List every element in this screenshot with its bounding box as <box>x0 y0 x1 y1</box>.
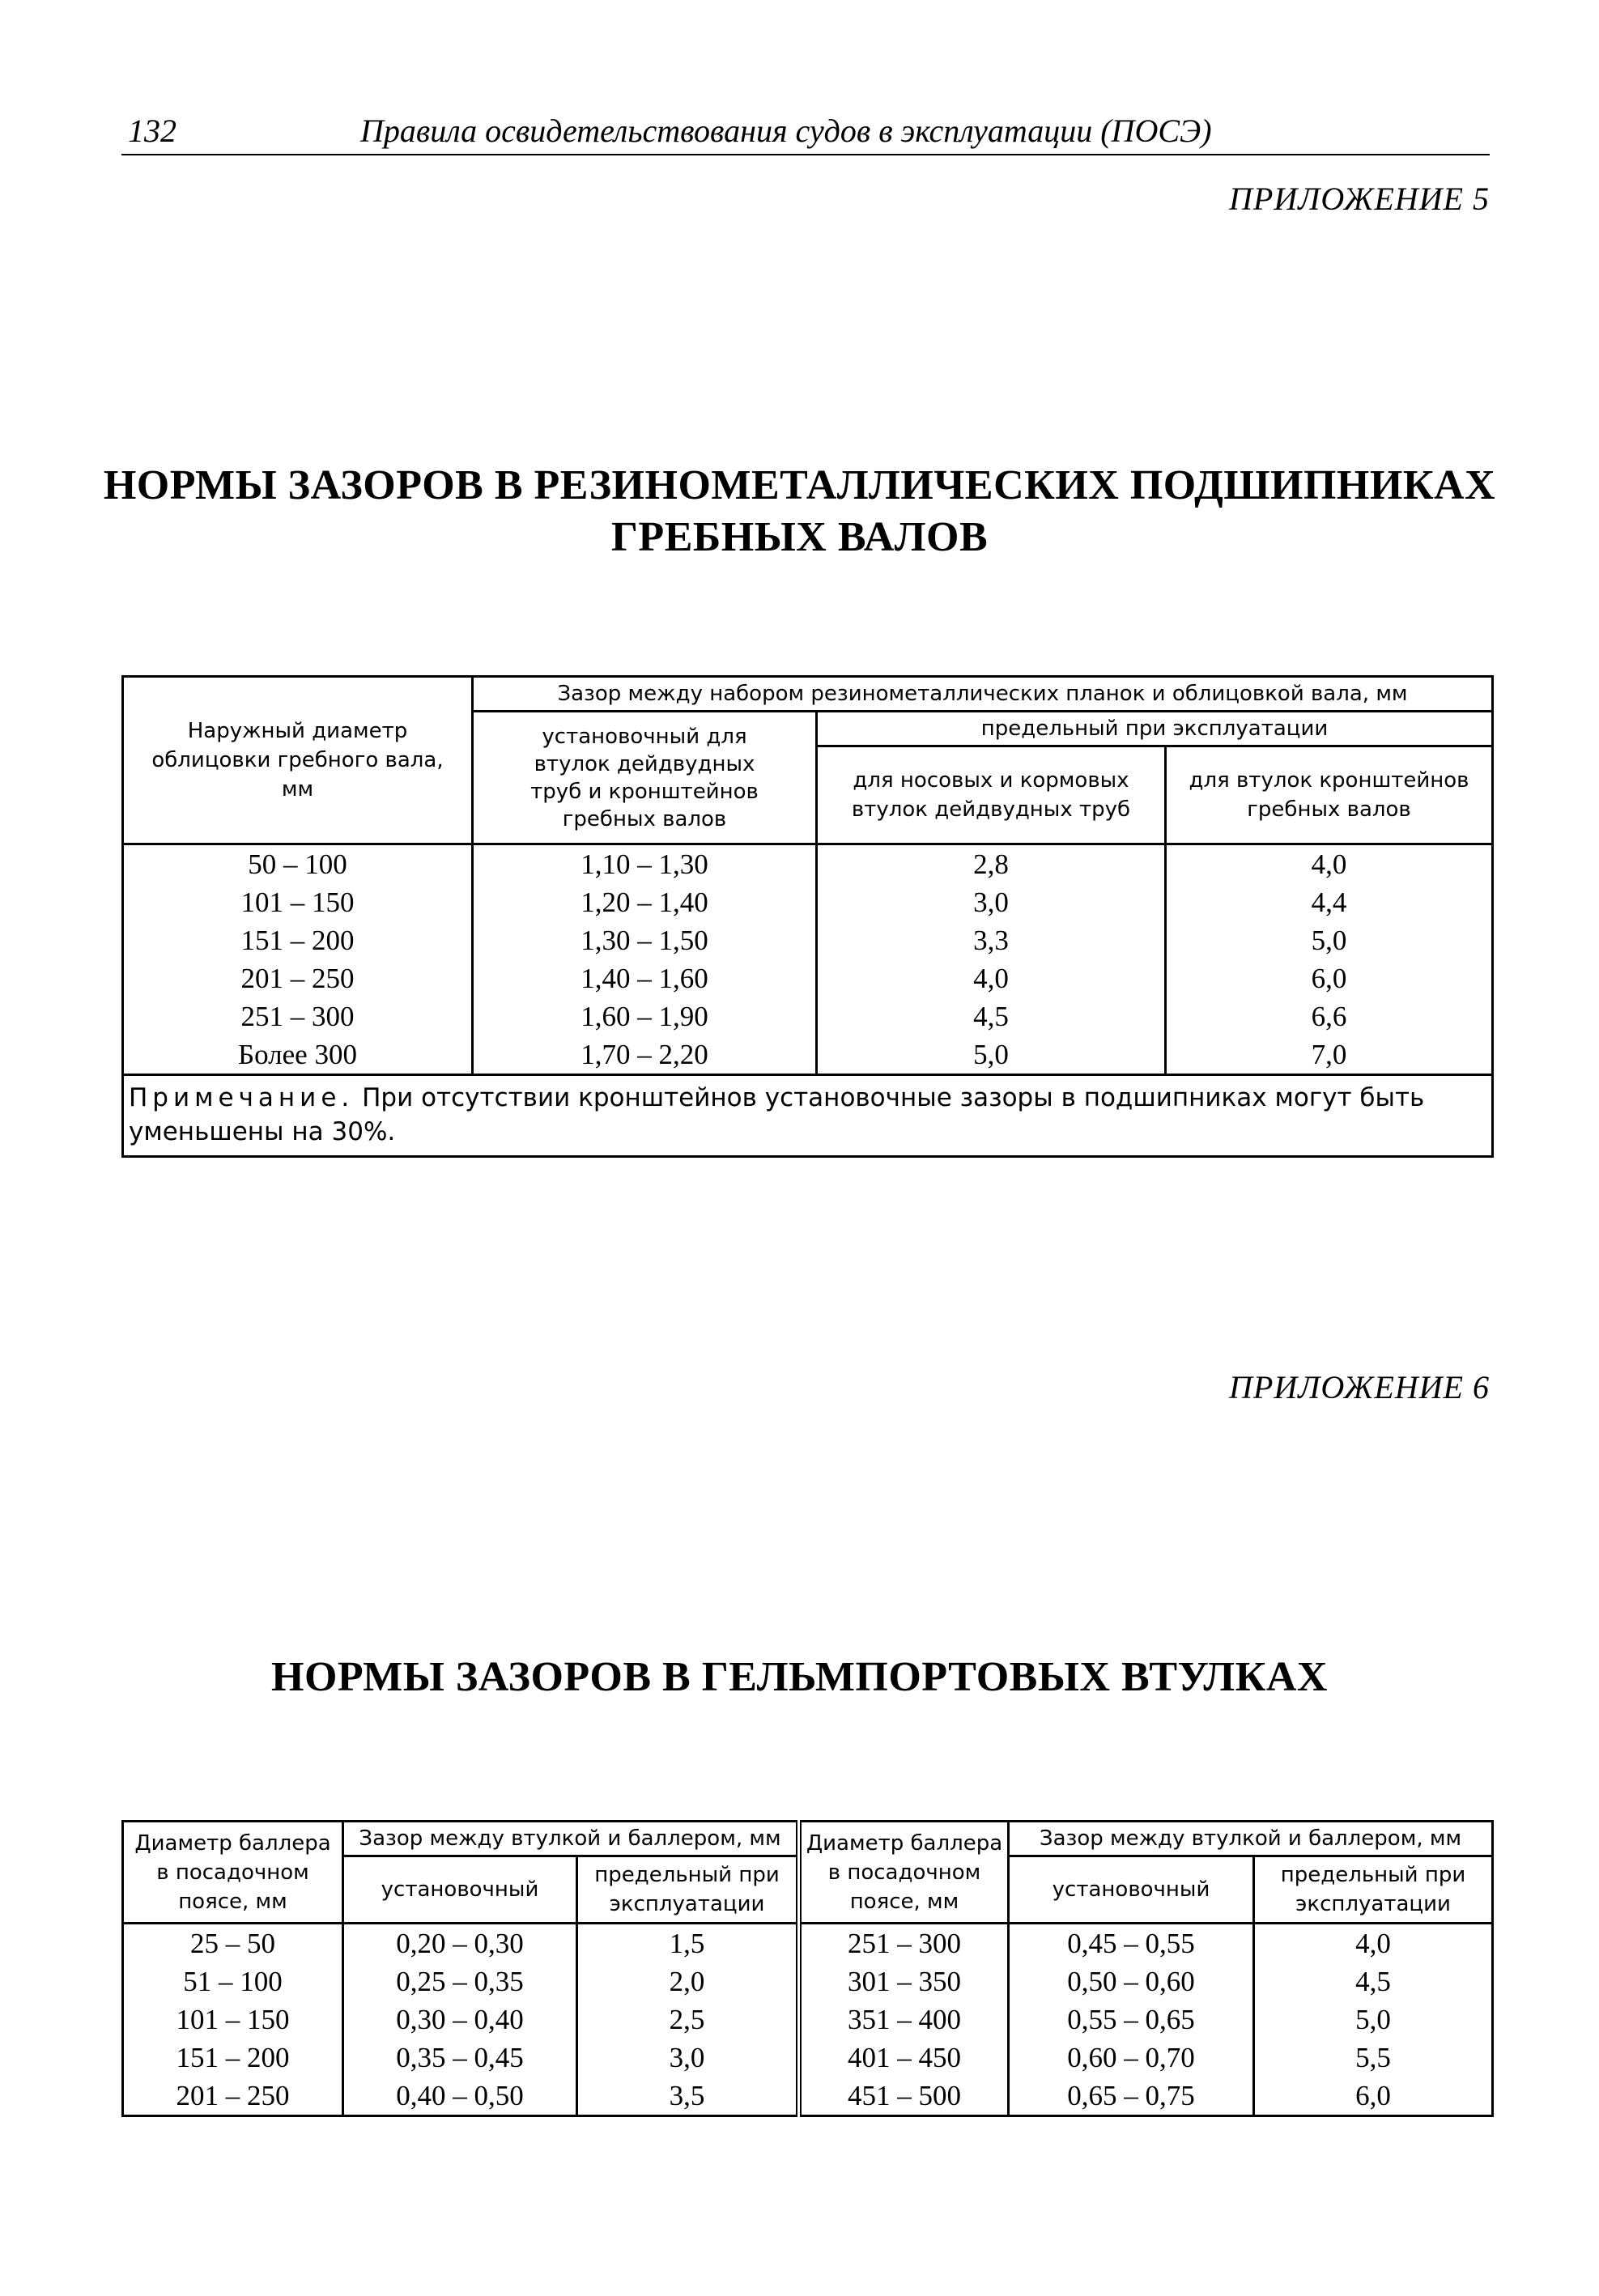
appendix-5-label: ПРИЛОЖЕНИЕ 5 <box>1229 181 1490 217</box>
col-header-bracket-bushes: для втулок кронштейнов гребных валов <box>1166 746 1493 844</box>
left-col-header-installation: установочный <box>343 1856 577 1924</box>
col-header-installation: установочный для втулок дейдвудных труб и кронштейнов гребных валов <box>473 712 817 844</box>
appendix-6-label: ПРИЛОЖЕНИЕ 6 <box>1229 1369 1490 1405</box>
cell-installation-left: 0,30 – 0,40 <box>343 2000 577 2039</box>
cell-diameter-right: 401 – 450 <box>799 2039 1009 2077</box>
cell-installation-right: 0,50 – 0,60 <box>1009 1962 1254 2000</box>
appendix-5-heading-line1: НОРМЫ ЗАЗОРОВ В РЕЗИНОМЕТАЛЛИЧЕСКИХ ПОДШИПНИКАХ <box>103 462 1496 508</box>
table-row <box>123 1035 1493 1075</box>
cell-limit-stern: 5,0 <box>817 1035 1166 1075</box>
cell-limit-left: 2,0 <box>577 1962 799 2000</box>
cell-installation-left: 0,40 – 0,50 <box>343 2077 577 2116</box>
right-col-header-diameter: Диаметр баллера в посадочном поясе, мм <box>799 1822 1009 1924</box>
right-col-header-installation: установочный <box>1009 1856 1254 1924</box>
appendix-5-heading-line2: ГРЕБНЫХ ВАЛОВ <box>610 514 989 560</box>
cell-limit-bracket: 6,6 <box>1166 997 1493 1035</box>
table-row <box>123 959 1493 997</box>
cell-limit-left: 1,5 <box>577 1924 799 1963</box>
cell-diameter: 251 – 300 <box>240 1001 355 1032</box>
page-number: 132 <box>128 113 176 149</box>
cell-limit-bracket: 7,0 <box>1166 1035 1493 1075</box>
note-label: Примечание. <box>129 1083 355 1112</box>
cell-diameter-left: 51 – 100 <box>183 1966 283 1997</box>
cell-installation: 1,20 – 1,40 <box>473 883 817 921</box>
running-head-title: Правила освидетельствования судов в эксплуатации (ПОСЭ) <box>360 113 1212 149</box>
table-row <box>123 2000 1493 2039</box>
right-group-header-clearance: Зазор между втулкой и баллером, мм <box>1009 1822 1493 1856</box>
table-row <box>123 997 1493 1035</box>
cell-limit-stern: 2,8 <box>817 844 1166 884</box>
cell-diameter: 101 – 150 <box>240 887 355 918</box>
table-row <box>123 2039 1493 2077</box>
cell-installation-right: 0,60 – 0,70 <box>1009 2039 1254 2077</box>
running-head <box>121 107 1490 155</box>
col-header-shaft-diameter: Наружный диаметр облицовки гребного вала, мм <box>123 677 473 844</box>
right-col-header-limit: предельный при эксплуатации <box>1254 1856 1493 1924</box>
cell-limit-bracket: 4,4 <box>1166 883 1493 921</box>
cell-limit-right: 4,0 <box>1254 1924 1493 1963</box>
cell-limit-stern: 3,0 <box>817 883 1166 921</box>
cell-limit-right: 5,5 <box>1254 2039 1493 2077</box>
cell-limit-left: 3,5 <box>577 2077 799 2116</box>
cell-installation: 1,40 – 1,60 <box>473 959 817 997</box>
cell-installation-right: 0,45 – 0,55 <box>1009 1924 1254 1963</box>
cell-limit-bracket: 4,0 <box>1166 844 1493 884</box>
left-group-header-clearance: Зазор между втулкой и баллером, мм <box>343 1822 799 1856</box>
cell-limit-left: 3,0 <box>577 2039 799 2077</box>
cell-diameter-right: 251 – 300 <box>799 1924 1009 1963</box>
cell-limit-right: 6,0 <box>1254 2077 1493 2116</box>
cell-diameter: 151 – 200 <box>240 925 355 956</box>
cell-diameter: 50 – 100 <box>248 848 347 880</box>
cell-diameter-right: 451 – 500 <box>799 2077 1009 2116</box>
cell-limit-right: 4,5 <box>1254 1962 1493 2000</box>
cell-diameter-left: 101 – 150 <box>176 2004 290 2035</box>
appendix-5-heading <box>0 460 1599 563</box>
table-row <box>123 1924 1493 1963</box>
cell-installation-left: 0,35 – 0,45 <box>343 2039 577 2077</box>
cell-limit-stern: 4,0 <box>817 959 1166 997</box>
cell-installation: 1,10 – 1,30 <box>473 844 817 884</box>
note-text: При отсутствии кронштейнов установочные зазоры в подшипниках могут быть уменьшены на 30%. <box>129 1083 1425 1146</box>
rudder-bush-clearance-table <box>121 1820 1494 2117</box>
table-row <box>123 921 1493 959</box>
cell-limit-left: 2,5 <box>577 2000 799 2039</box>
col-header-limit-in-service: предельный при эксплуатации <box>817 712 1493 746</box>
cell-diameter: 201 – 250 <box>240 963 355 994</box>
cell-installation-left: 0,25 – 0,35 <box>343 1962 577 2000</box>
cell-limit-stern: 3,3 <box>817 921 1166 959</box>
cell-diameter-left: 201 – 250 <box>176 2080 290 2111</box>
cell-diameter: Более 300 <box>238 1039 357 1070</box>
appendix-6-heading: НОРМЫ ЗАЗОРОВ В ГЕЛЬМПОРТОВЫХ ВТУЛКАХ <box>271 1654 1328 1700</box>
cell-diameter-right: 351 – 400 <box>799 2000 1009 2039</box>
table-note <box>123 1075 1493 1157</box>
cell-diameter-left: 151 – 200 <box>176 2042 290 2073</box>
cell-installation: 1,30 – 1,50 <box>473 921 817 959</box>
group-header-clearance: Зазор между набором резинометаллических планок и облицовкой вала, мм <box>473 677 1493 712</box>
table-row <box>123 883 1493 921</box>
left-col-header-limit: предельный при эксплуатации <box>577 1856 799 1924</box>
table-row <box>123 844 1493 884</box>
cell-limit-right: 5,0 <box>1254 2000 1493 2039</box>
col-header-stern-tube-bushes: для носовых и кормовых втулок дейдвудных труб <box>817 746 1166 844</box>
left-col-header-diameter: Диаметр баллера в посадочном поясе, мм <box>123 1822 343 1924</box>
cell-installation-right: 0,65 – 0,75 <box>1009 2077 1254 2116</box>
cell-limit-bracket: 6,0 <box>1166 959 1493 997</box>
cell-diameter-left: 25 – 50 <box>190 1928 275 1959</box>
cell-installation-left: 0,20 – 0,30 <box>343 1924 577 1963</box>
cell-installation-right: 0,55 – 0,65 <box>1009 2000 1254 2039</box>
cell-limit-bracket: 5,0 <box>1166 921 1493 959</box>
cell-installation: 1,60 – 1,90 <box>473 997 817 1035</box>
table-row <box>123 1962 1493 2000</box>
cell-limit-stern: 4,5 <box>817 997 1166 1035</box>
shaft-bearing-clearance-table <box>121 675 1494 1158</box>
cell-diameter-right: 301 – 350 <box>799 1962 1009 2000</box>
table-row <box>123 2077 1493 2116</box>
cell-installation: 1,70 – 2,20 <box>473 1035 817 1075</box>
